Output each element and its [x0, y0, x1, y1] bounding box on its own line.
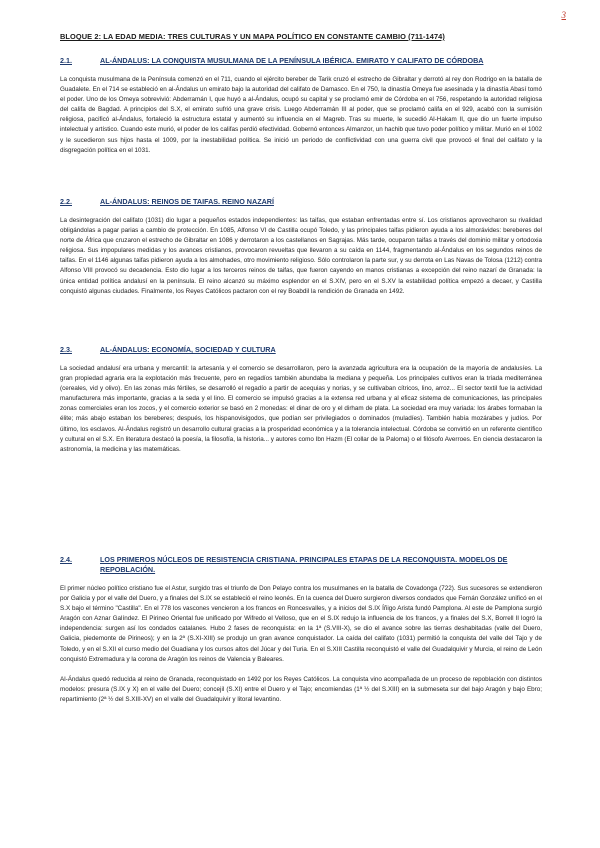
section-body: [60, 75, 542, 156]
section-body: [60, 216, 542, 297]
paragraph: La conquista musulmana de la Península comenzó en el 711, cuando el ejército bereber de Tarik cruzó el estrecho de Gibraltar y derrotó al rey don Rodrigo en la batalla de Guadalete. En el 714 se estableció en al-Ándalus un emirato bajo la autoridad del califato de Damasco. En el 750, la dinastía Omeya fue asesinada y la dinastía Abasí tomó el poder. Uno de los Omeya sobrevivió: Abderramán I, que huyó a al-Ándalus, ocupó su capital y se proclamó emir de Córdoba en el 756, respetando la autoridad religiosa del califa de Bagdad. A principios del S.X, el emirato sufrió una grave crisis. Luego Abderramán III al poder, que se proclamó califa en el 929, acabó con la sumisión religiosa, pacificó al-Ándalus, fortaleció la estructura estatal y aumentó su influencia en el Magreb. Tras su muerte, le sucedió Al-Hakam II, que dio un fuerte impulso intelectual y artístico. Cuando este murió, el poder de los califas perdió efectividad. Gobernó entonces Almanzor, un hachib que tuvo poder político y militar. Murió en el 1002 y le sucedieron sus hijos hasta el 1009, por la inestabilidad política. Se inició un periodo de conflictividad con una guerra civil que provocó el final del califato y la disgregación política en el 1031.: [60, 76, 542, 154]
page-number: 3: [561, 10, 566, 20]
section-title: LOS PRIMEROS NÚCLEOS DE RESISTENCIA CRISTIANA. PRINCIPALES ETAPAS DE LA RECONQUISTA. MODELOS DE REPOBLACIÓN.: [100, 555, 508, 574]
section-number: 2.1.: [60, 56, 72, 65]
section-2-2: [60, 197, 542, 307]
section-heading: [60, 197, 542, 207]
section-title: AL-ÁNDALUS: ECONOMÍA, SOCIEDAD Y CULTURA: [100, 345, 276, 354]
section-2-4: [60, 555, 542, 715]
paragraph: La sociedad andalusí era urbana y mercantil: la artesanía y el comercio se desarrollaron, pero la avanzada agricultura era la ocupación de la mayoría de andalusíes. La gran propiedad agraria era la explotación más frecuente, pero en regadíos también abundaba la mediana y pequeña. Los principales cultivos eran la tríada mediterránea (cereales, vid y olivo). En las zonas más fértiles, se desarrolló el regadío a partir de acequias y norias, y se cultivaban cítricos, lino, arroz... El sector textil fue la actividad manufacturera más importante, gracias a la seda y el lino. El comercio se impulsó gracias a la extensa red urbana y al eficaz sistema de comunicaciones, las principales zonas comerciales eran los zocos, y el comercio exterior se basó en 2 monedas: el dinar de oro y el dirham de plata. La sociedad era muy variada: los árabes formaban la élite; más abajo estaban los bereberes; después, los hispanovisigodos, que podían ser privilegiados o dominados (muladíes). También había mozárabes y judíos. Por último, los esclavos. Al-Ándalus registró un desarrollo cultural gracias a la prosperidad económica y a la tolerancia intelectual. Córdoba se convirtió en un referente científico y cultural en el S.X. En literatura destacó la poesía, la filosofía, la historia... y autores como Ibn Hazm (El collar de la Paloma) o el filósofo Averroes. En ciencia destacaron la astronomía, la medicina y las matemáticas.: [60, 365, 542, 453]
section-body: [60, 364, 542, 455]
section-2-3: [60, 345, 542, 465]
section-heading: [60, 56, 542, 66]
section-body: [60, 584, 542, 705]
section-number: 2.3.: [60, 345, 72, 354]
section-heading: [60, 555, 542, 575]
document-title: BLOQUE 2: LA EDAD MEDIA: TRES CULTURAS Y UN MAPA POLÍTICO EN CONSTANTE CAMBIO (711-1474): [60, 32, 445, 41]
section-title: AL-ÁNDALUS: LA CONQUISTA MUSULMANA DE LA PENÍNSULA IBÉRICA. EMIRATO Y CALIFATO DE CÓRDOBA: [100, 56, 484, 65]
paragraph: La desintegración del califato (1031) dio lugar a pequeños estados independientes: las taifas, que estaban enfrentadas entre sí. Los cristianos aprovecharon su rivalidad obligándolas a pagar parias a cambio de protección. En 1085, Alfonso VI de Castilla ocupó Toledo, y las principales taifas pidieron ayuda a los almorávides: bereberes del norte de África que cruzaron el estrecho de Gibraltar en 1086 y derrotaron a los castellanos en Sagrajas. Más tarde, ocuparon taifas a través del dominio militar y ortodoxia religiosa. Sus impopulares medidas y los avances cristianos, provocaron revueltas que llevaron a su caída en 1144, fragmentando al-Ándalus en los segundos reinos de taifas. En el 1146 algunas taifas pidieron ayuda a los almohades, otro movimiento religioso. Sólo controlaron la parte sur, y su derrota en Las Navas de Tolosa (1212) contra Alfonso VIII provocó su decadencia. Esto dio lugar a los terceros reinos de taifas, que fueron cayendo en manos cristianas a excepción del reino nazarí de Granada: la única entidad política andalusí en la península. El reino alcanzó su máximo esplendor en el S.XIV, pero en el S.XV la estabilidad política empezó a decaer, y Castilla conquistó algunas ciudades. Finalmente, los Reyes Católicos pactaron con el rey Boabdil la rendición de Granada en 1492.: [60, 217, 542, 295]
section-2-1: [60, 56, 542, 166]
section-number: 2.4.: [60, 555, 72, 564]
paragraph: El primer núcleo político cristiano fue el Astur, surgido tras el triunfo de Don Pelayo contra los musulmanes en la batalla de Covadonga (722). Sus sucesores se extendieron por Galicia y por el valle del Duero, y a finales del S.IX se estableció el reino leonés. En la cuenca del Duero surgieron diversos condados que Fernán González unificó en el S.X bajo el término "Castilla". En el 778 los vascones vencieron a los francos en Roncesvalles, y a inicios del S.IX Íñigo Arista fundó Pamplona. Al este de Pamplona surgió Aragón con Aznar Galíndez. El Pirineo Oriental fue unificado por Wifredo el Velloso, que en el S.IX redujo la influencia de los francos, y a finales del S.X, Borrell II logró la independencia: surgen así los condados catalanes. Hubo 2 fases de reconquista: en la 1ª (S.VIII-X), se dio el avance sobre las tierras deshabitadas (valle del Duero, Galicia, piedemonte de Pirineos); y en la 2ª (S.XI-XIII) se produjo un gran avance conquistador. La caída del califato (1031) permitió la conquista del valle del Tajo y de Toledo, y en el S.XII el curso medio del Guadiana y los cursos altos del Júcar y del Turia. En el S.XIII Castilla reconquistó el valle del Guadalquivir y Murcia, el reino de León conquistó Extremadura y la corona de Aragón los reinos de Valencia y Baleares.: [60, 585, 542, 663]
paragraph: Al-Ándalus quedó reducida al reino de Granada, reconquistado en 1492 por los Reyes Católicos. La conquista vino acompañada de un proceso de repoblación con distintos modelos: presura (S.IX y X) en el valle del Duero; concejil (S.XI) entre el Duero y el Tajo; encomiendas (1ª ½ del S.XIII) en la submeseta sur del bajo Aragón y bajo Ebro; repartimiento (2ª ½ del S.XIII-XV) en el valle del Guadalquivir y litoral levantino.: [60, 675, 542, 703]
section-heading: [60, 345, 542, 355]
section-title: AL-ÁNDALUS: REINOS DE TAIFAS. REINO NAZARÍ: [100, 197, 274, 206]
section-number: 2.2.: [60, 197, 72, 206]
